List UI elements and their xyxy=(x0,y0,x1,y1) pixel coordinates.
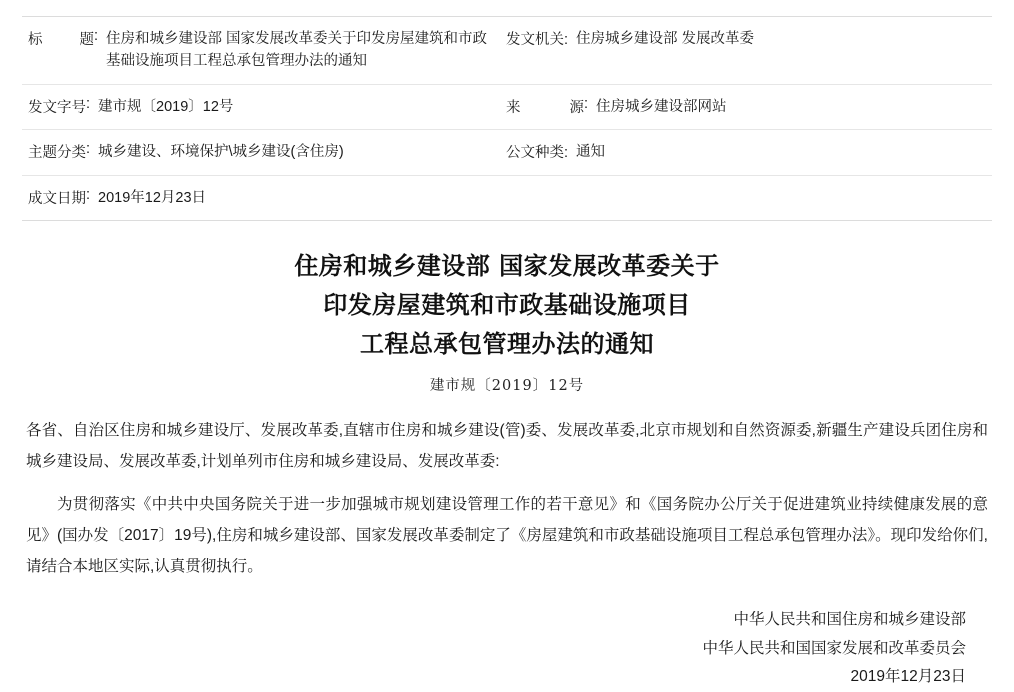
signature-date: 2019年12月23日 xyxy=(850,668,966,686)
meta-label-issue-date: 成文日期 xyxy=(28,190,86,207)
body-recipients: 各省、自治区住房和城乡建设厅、发展改革委,直辖市住房和城乡建设(管)委、发展改革委,北京市规划和自然资源委,新疆生产建设兵团住房和城乡建设局、发展改革委,计划单列市住房和城乡建设局、发展改革委: xyxy=(26,421,988,470)
signature-org-1: 中华人民共和国住房和城乡建设部 xyxy=(733,610,966,628)
document-number: 建市规〔2019〕12号 xyxy=(429,377,585,394)
meta-label-colon: : xyxy=(86,141,91,158)
meta-cell-source xyxy=(502,96,992,118)
meta-label-colon: : xyxy=(584,95,589,112)
page-title-line-3: 工程总承包管理办法的通知 xyxy=(360,329,654,359)
meta-value-doc-number: 建市规〔2019〕12号 xyxy=(98,98,234,115)
table-row xyxy=(22,130,992,175)
meta-value-doc-type: 通知 xyxy=(576,144,606,161)
meta-value-source: 住房城乡建设部网站 xyxy=(596,98,727,115)
meta-label-colon: : xyxy=(94,28,99,44)
meta-label-colon: : xyxy=(86,95,91,112)
meta-label-subject-category: 主题分类 xyxy=(28,145,86,162)
meta-value-issue-date: 2019年12月23日 xyxy=(98,189,207,206)
meta-cell-doc-type xyxy=(502,141,992,163)
meta-cell-subject-category xyxy=(22,141,502,163)
meta-label-doc-number: 发文字号 xyxy=(28,99,86,116)
page-title-line-1: 住房和城乡建设部 国家发展改革委关于 xyxy=(294,251,720,281)
meta-label-issuing-agency: 发文机关: xyxy=(506,32,569,48)
signature-org-2: 中华人民共和国国家发展和改革委员会 xyxy=(702,639,966,657)
table-row xyxy=(22,176,992,220)
meta-label-title: 标题 xyxy=(28,32,94,48)
meta-value-subject-category: 城乡建设、环境保护\城乡建设(含住房) xyxy=(98,144,344,161)
meta-label-source: 来源 xyxy=(506,99,584,116)
meta-cell-issuing-agency xyxy=(502,28,992,50)
page-title-line-2: 印发房屋建筑和市政基础设施项目 xyxy=(323,290,691,320)
meta-label-doc-type: 公文种类: xyxy=(506,145,569,162)
meta-value-issuing-agency: 住房城乡建设部 发展改革委 xyxy=(576,31,755,47)
title-block xyxy=(0,247,1014,395)
document-metadata-table xyxy=(22,16,992,221)
signature-block xyxy=(0,606,966,692)
document-body xyxy=(26,415,988,582)
meta-value-title: 住房和城乡建设部 国家发展改革委关于印发房屋建筑和市政基础设施项目工程总承包管理办法的通知 xyxy=(106,31,488,70)
meta-cell-title xyxy=(22,28,502,73)
table-row xyxy=(22,85,992,130)
table-row xyxy=(22,17,992,85)
body-paragraph-1: 为贯彻落实《中共中央国务院关于进一步加强城市规划建设管理工作的若干意见》和《国务院办公厅关于促进建筑业持续健康发展的意见》(国办发〔2017〕19号),住房和城乡建设部、国家发展改革委制定了《房屋建筑和市政基础设施项目工程总承包管理办法》。现印发给你们,请结合本地区实际,认真贯彻执行。 xyxy=(26,495,988,575)
meta-cell-issue-date xyxy=(22,187,502,209)
document-page xyxy=(0,16,1014,686)
meta-cell-doc-number xyxy=(22,96,502,118)
meta-label-colon: : xyxy=(86,186,91,203)
